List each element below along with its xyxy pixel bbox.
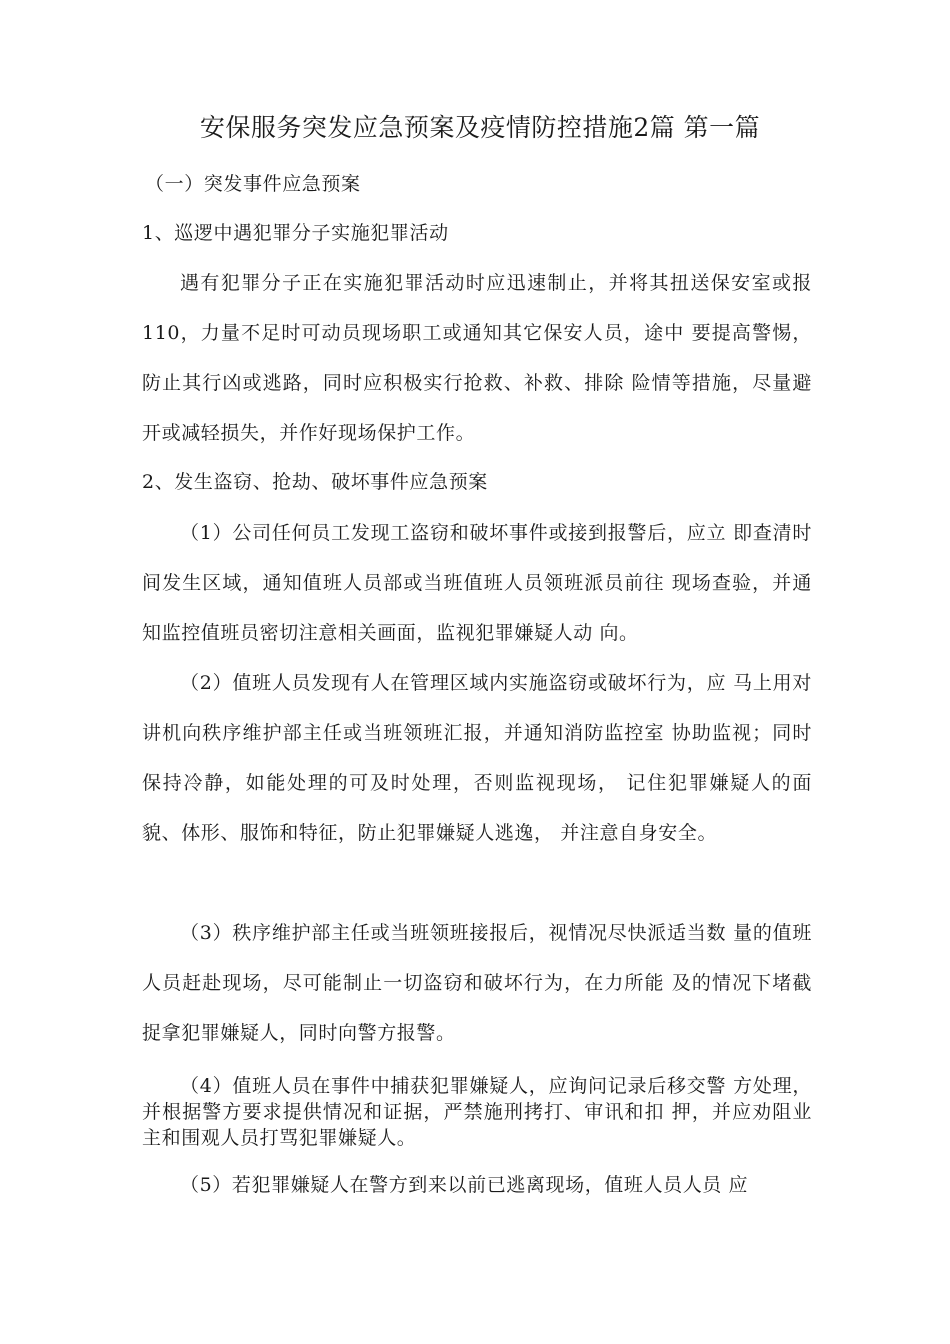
item1-body-paragraph: 遇有犯罪分子正在实施犯罪活动时应迅速制止，并将其扭送保安室或报110，力量不足时可动员现场职工或通知其它保安人员，途中 要提高警惕，防止其行凶或逃路，同时应积极实行抢救、补救、排除 险情等措施，尽量避开或减轻损失，并作好现场保护工作。 [142, 272, 812, 444]
item1-heading: 1、巡逻中遇犯罪分子实施犯罪活动 [142, 222, 449, 244]
section-heading: （一）突发事件应急预案 [145, 173, 361, 195]
item2-paragraph-5: （5）若犯罪嫌疑人在警方到来以前已逃离现场，值班人员人员 应 [180, 1174, 749, 1196]
item2-paragraph-4: （4）值班人员在事件中捕获犯罪嫌疑人，应询问记录后移交警 方处理，并根据警方要求提供情况和证据，严禁施刑拷打、审讯和扣 押，并应劝阻业主和围观人员打骂犯罪嫌疑人。 [142, 1075, 812, 1149]
item2-paragraph-2: （2）值班人员发现有人在管理区域内实施盗窃或破坏行为，应 马上用对讲机向秩序维护部主任或当班领班汇报，并通知消防监控室 协助监视；同时保持冷静，如能处理的可及时处理，否则监视现场， 记住犯罪嫌疑人的面貌、体形、服饰和特征，防止犯罪嫌疑人逃逸， 并注意自身安全。 [142, 672, 812, 844]
item2-paragraph-1: （1）公司任何员工发现工盗窃和破坏事件或接到报警后，应立 即查清时间发生区域，通知值班人员部或当班值班人员领班派员前往 现场查验，并通知监控值班员密切注意相关画面，监视犯罪嫌疑人动 向。 [142, 522, 812, 644]
document-title: 安保服务突发应急预案及疫情防控措施2篇 第一篇 [199, 113, 761, 142]
item2-paragraph-3: （3）秩序维护部主任或当班领班接报后，视情况尽快派适当数 量的值班人员赶赴现场，尽可能制止一切盗窃和破坏行为，在力所能 及的情况下堵截捉拿犯罪嫌疑人，同时向警方报警。 [142, 922, 812, 1044]
item2-heading: 2、发生盗窃、抢劫、破坏事件应急预案 [142, 471, 488, 493]
